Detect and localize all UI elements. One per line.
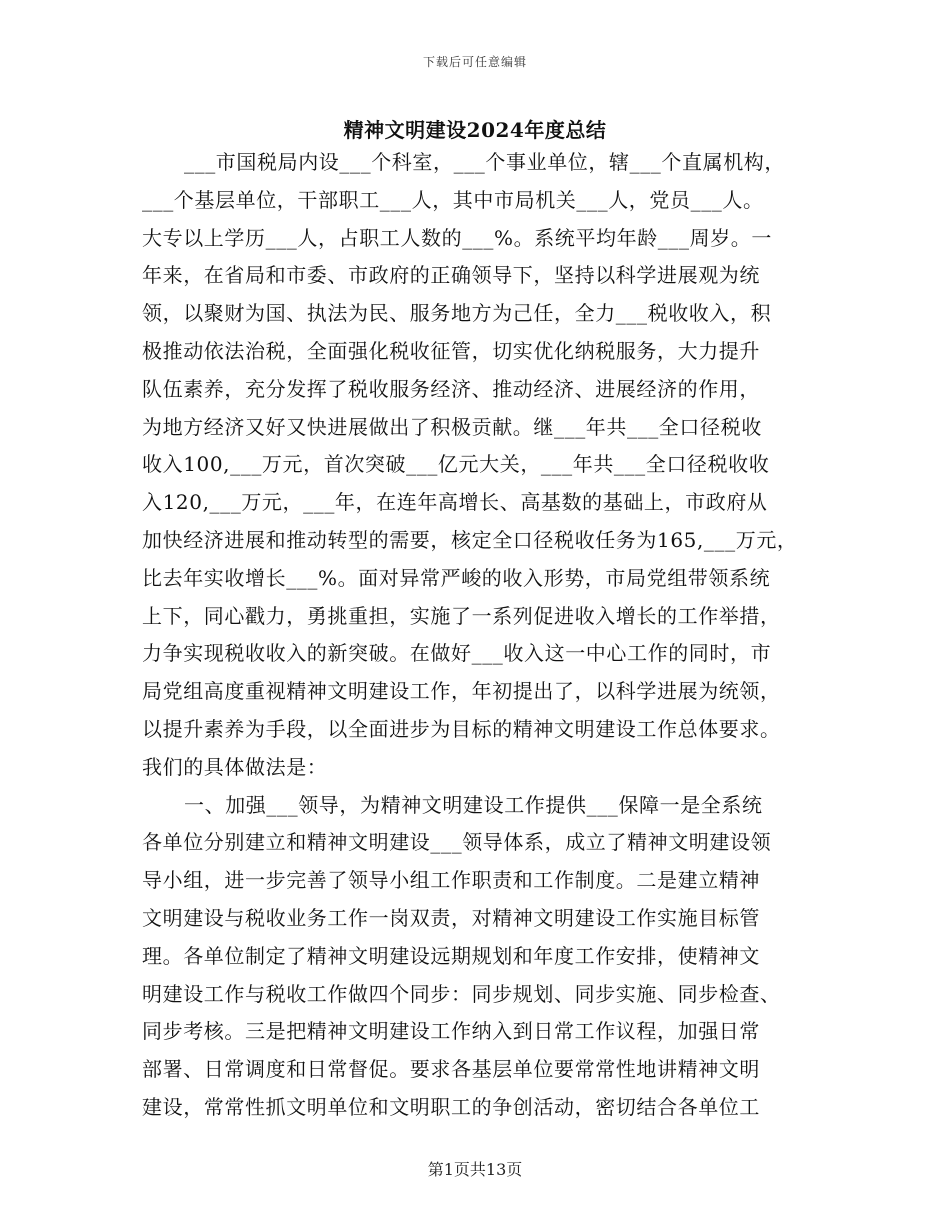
text-line: 局党组高度重视精神文明建设工作，年初提出了，以科学进展为统领， [142, 679, 781, 704]
document-title: 精神文明建设2024年度总结 [343, 118, 607, 142]
text-line: 各单位分别建立和精神文明建设___领导体系，成立了精神文明建设领 [142, 830, 772, 855]
text-line: 一、加强___领导，为精神文明建设工作提供___保障一是全系统 [184, 792, 763, 817]
text-line: ___市国税局内设___个科室，___个事业单位，辖___个直属机构， [184, 150, 785, 174]
text-line: ___个基层单位，干部职工___人，其中市局机关___人，党员___人。 [142, 187, 764, 212]
text-line: 领，以聚财为国、执法为民、服务地方为己任，全力___税收收入，积 [142, 301, 772, 326]
download-note: 下载后可任意编辑 [422, 55, 527, 69]
text-line: 文明建设与税收业务工作一岗双责，对精神文明建设工作实施目标管 [142, 905, 760, 930]
text-line: 力争实现税收收入的新突破。在做好___收入这一中心工作的同时，市 [142, 641, 772, 666]
page-number: 第1页共13页 [427, 1160, 523, 1179]
text-line: 上下，同心戳力，勇挑重担，实施了一系列促进收入增长的工作举措， [142, 603, 781, 628]
text-line: 收入100,___万元，首次突破___亿元大关，___年共___全口径税收收 [142, 452, 770, 477]
text-line: 年来，在省局和市委、市政府的正确领导下，坚持以科学进展观为统 [142, 263, 760, 288]
text-line: 我们的具体做法是： [142, 754, 328, 779]
text-line: 队伍素养，充分发挥了税收服务经济、推动经济、进展经济的作用， [142, 376, 760, 401]
text-line: 部署、日常调度和日常督促。要求各基层单位要常常性地讲精神文明 [142, 1057, 760, 1082]
text-line: 导小组，进一步完善了领导小组工作职责和工作制度。二是建立精神 [142, 868, 760, 893]
text-line: 建设，常常性抓文明单位和文明职工的争创活动，密切结合各单位工 [142, 1094, 760, 1119]
text-line: 大专以上学历___人，占职工人数的___%。系统平均年龄___周岁。一 [142, 225, 773, 250]
text-line: 加快经济进展和推动转型的需要，核定全口径税收任务为165,___万元， [142, 527, 798, 552]
text-line: 明建设工作与税收工作做四个同步：同步规划、同步实施、同步检查、 [142, 981, 781, 1006]
text-line: 同步考核。三是把精神文明建设工作纳入到日常工作议程，加强日常 [142, 1019, 760, 1044]
text-line: 极推动依法治税，全面强化税收征管，切实优化纳税服务，大力提升 [142, 338, 760, 363]
text-line: 入120,___万元，___年，在连年高增长、高基数的基础上，市政府从 [142, 490, 768, 515]
text-line: 以提升素养为手段，以全面进步为目标的精神文明建设工作总体要求。 [142, 716, 781, 741]
text-line: 理。各单位制定了精神文明建设远期规划和年度工作安排，使精神文 [142, 943, 760, 968]
text-line: 为地方经济又好又快进展做出了积极贡献。继___年共___全口径税收 [142, 414, 762, 439]
text-line: 比去年实收增长___%。面对异常严峻的收入形势，市局党组带领系统 [142, 565, 771, 590]
document-body [142, 144, 822, 1127]
